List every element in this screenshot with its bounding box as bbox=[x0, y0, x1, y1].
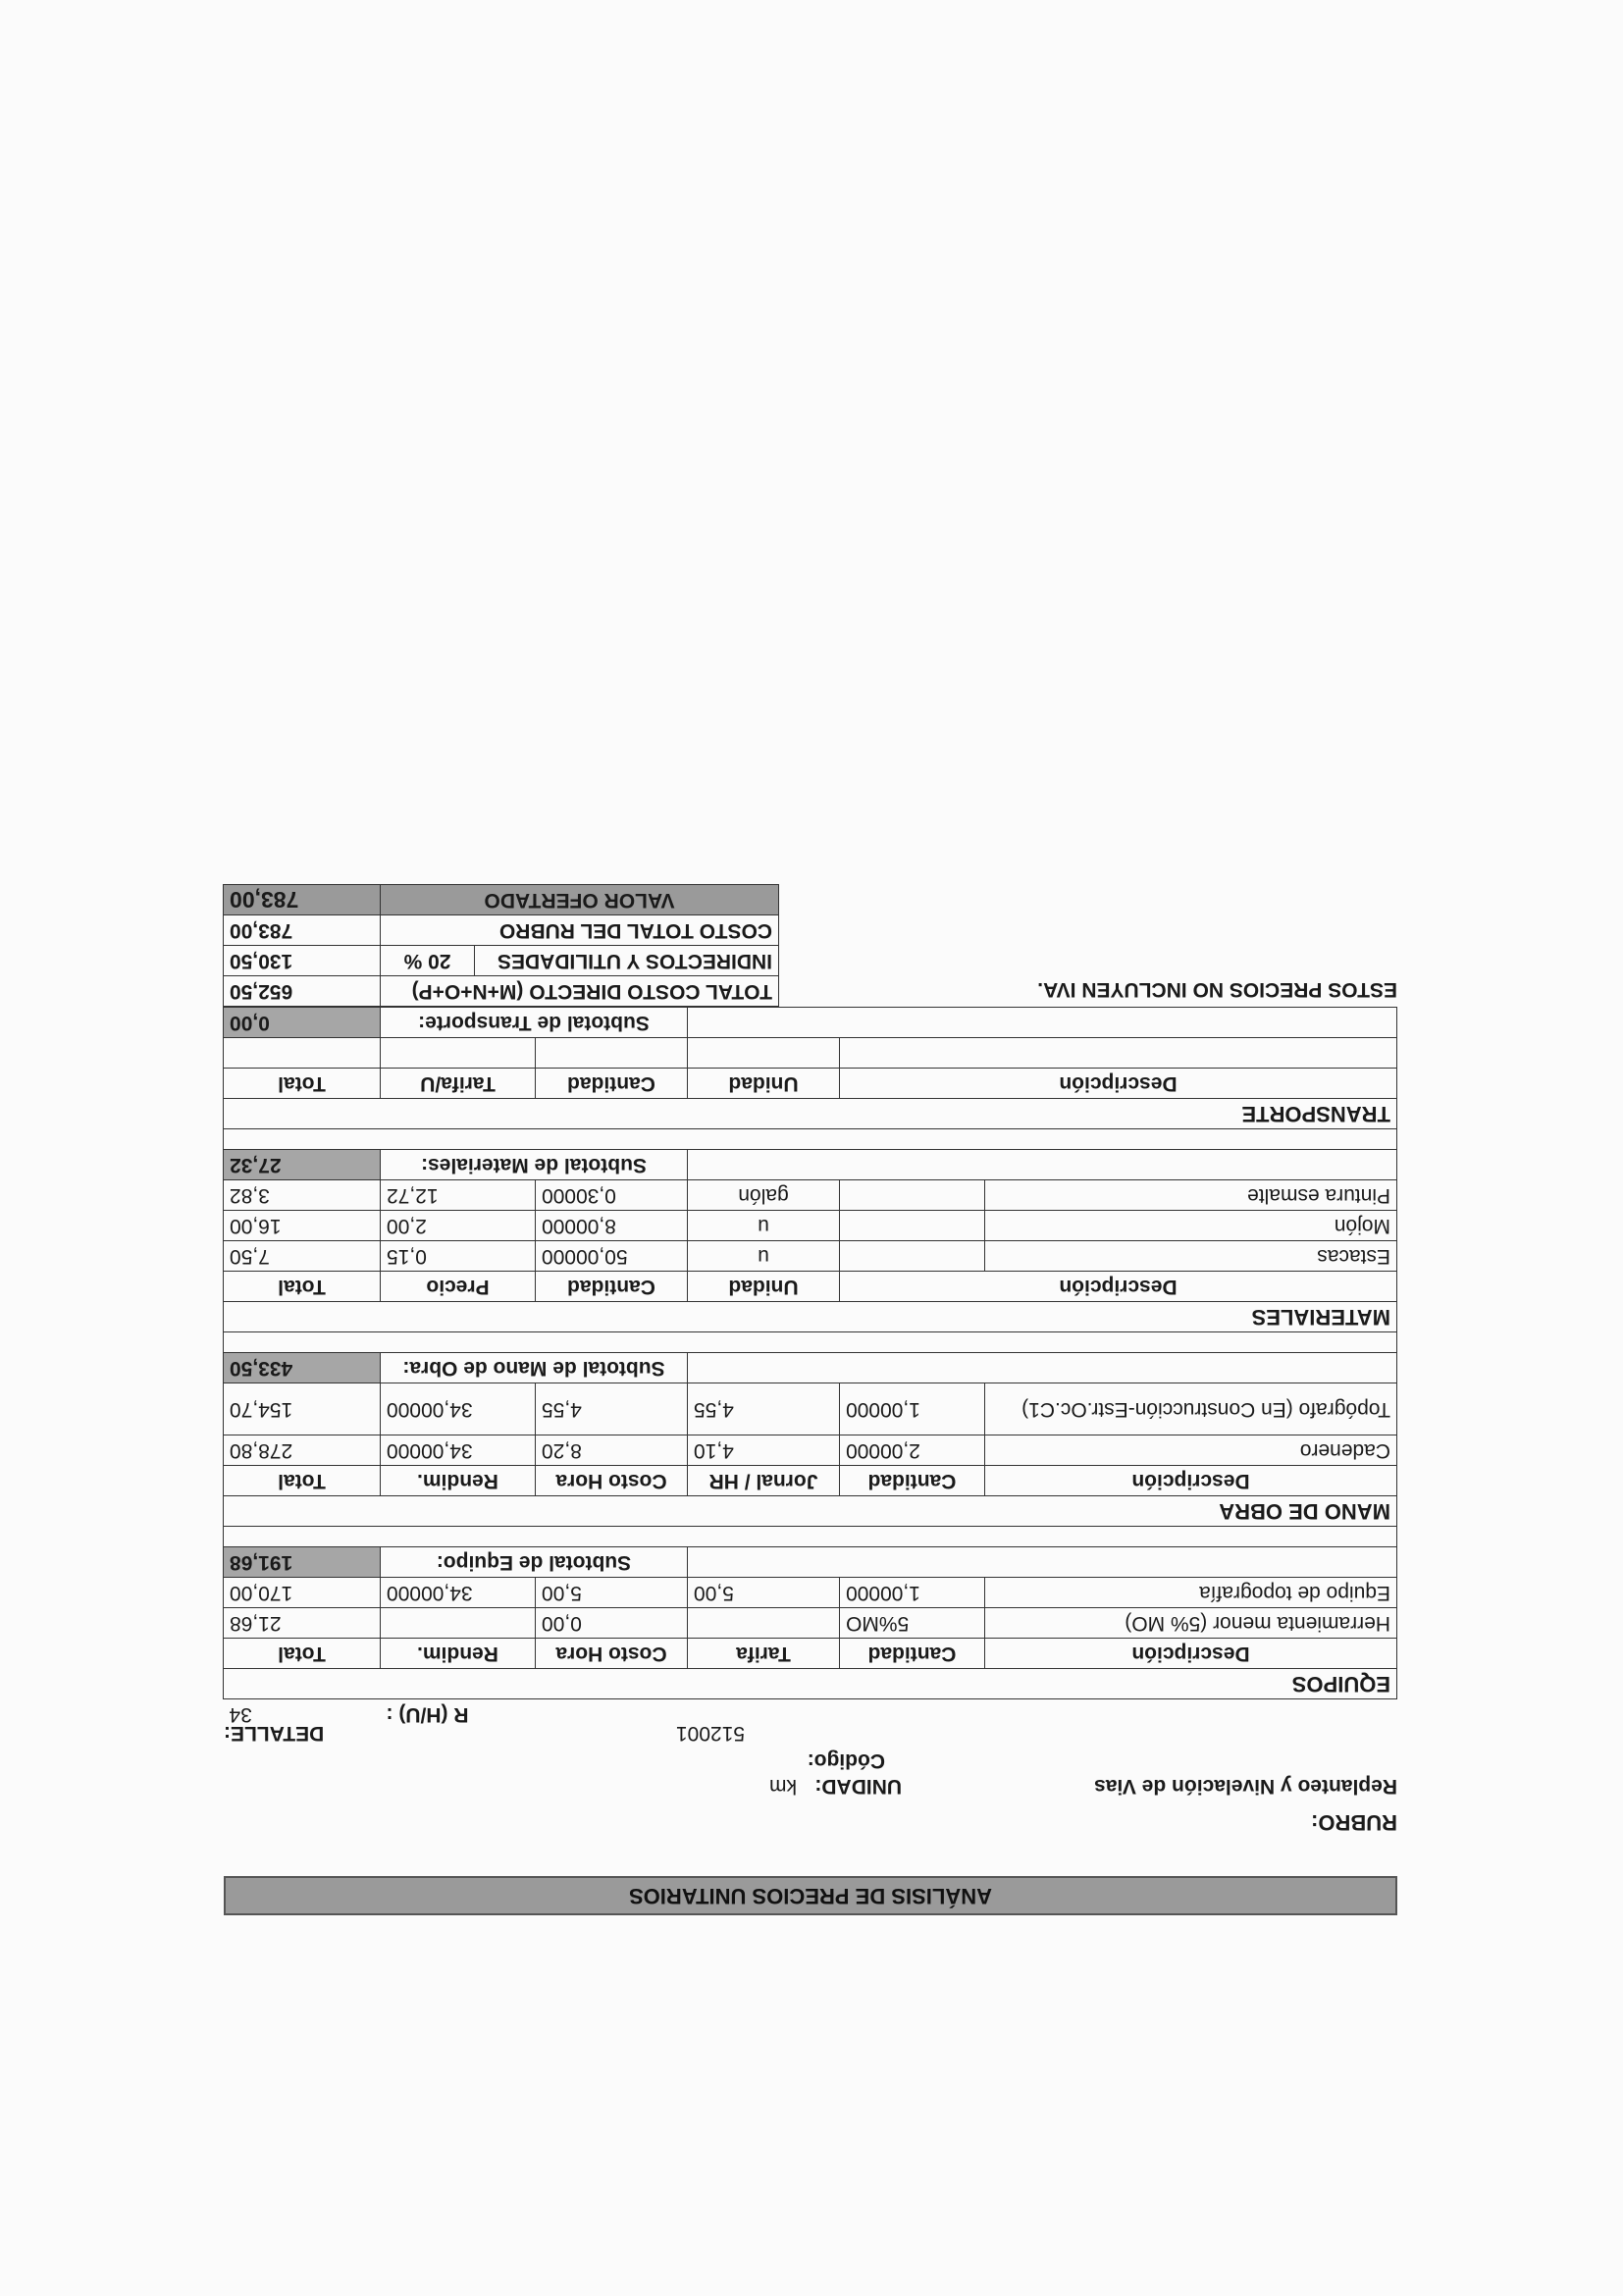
column-header: Unidad bbox=[688, 1272, 840, 1302]
column-header: Total bbox=[224, 1069, 381, 1099]
cell-description: Cadenero bbox=[985, 1435, 1397, 1466]
table-row bbox=[224, 1578, 1397, 1608]
column-header: Tarifa/U bbox=[381, 1069, 536, 1099]
iva-note: ESTOS PRECIOS NO INCLUYEN IVA. bbox=[1037, 978, 1397, 1001]
subtotal-materiales-label: Subtotal de Materiales: bbox=[381, 1150, 688, 1180]
subtotal-row bbox=[224, 1150, 1397, 1180]
unidad-value: km bbox=[769, 1775, 797, 1798]
cell-total: 170,00 bbox=[224, 1578, 381, 1608]
column-header: Costo Hora bbox=[536, 1639, 688, 1669]
subtotal-mano-obra-label: Subtotal de Mano de Obra: bbox=[381, 1353, 688, 1383]
table-row bbox=[224, 1180, 1397, 1211]
table-row bbox=[224, 1211, 1397, 1241]
cell-tarifa bbox=[688, 1608, 840, 1639]
equipos-title: EQUIPOS bbox=[224, 1669, 1397, 1699]
total-directo-row bbox=[223, 976, 778, 1007]
transporte-header-row bbox=[224, 1069, 1397, 1099]
cell-precio: 2,00 bbox=[381, 1211, 536, 1241]
subtotal-mano-obra-value: 433,50 bbox=[224, 1353, 381, 1383]
subtotal-transporte-label: Subtotal de Transporte: bbox=[381, 1008, 688, 1038]
column-header: Tarifa bbox=[688, 1639, 840, 1669]
cell-unidad: galón bbox=[688, 1180, 840, 1211]
cell-description: Mojón bbox=[985, 1211, 1397, 1241]
mano-obra-title: MANO DE OBRA bbox=[224, 1496, 1397, 1527]
column-header: Total bbox=[224, 1639, 381, 1669]
cell-cantidad: 8,00000 bbox=[536, 1211, 688, 1241]
cell-total: 3,82 bbox=[224, 1180, 381, 1211]
cell-total: 21,68 bbox=[224, 1608, 381, 1639]
cell-cantidad: 1,00000 bbox=[840, 1578, 985, 1608]
table-row bbox=[224, 1608, 1397, 1639]
cell-rendim: 34,00000 bbox=[381, 1383, 536, 1435]
cell-costo-hora: 8,20 bbox=[536, 1435, 688, 1466]
total-directo-value: 652,50 bbox=[223, 976, 380, 1007]
codigo-value: 512001 bbox=[675, 1722, 745, 1745]
rubro-value: Replanteo y Nivelación de Vias bbox=[1094, 1775, 1397, 1798]
section-transporte bbox=[224, 1099, 1397, 1129]
subtotal-row bbox=[224, 1353, 1397, 1383]
column-header: Unidad bbox=[688, 1069, 840, 1099]
cell-tarifa: 5,00 bbox=[688, 1578, 840, 1608]
column-header: Total bbox=[224, 1272, 381, 1302]
cell-costo-hora: 4,55 bbox=[536, 1383, 688, 1435]
cell-description: Herramienta menor (5% MO) bbox=[985, 1608, 1397, 1639]
costo-total-label: COSTO TOTAL DEL RUBRO bbox=[380, 915, 778, 946]
subtotal-row bbox=[224, 1008, 1397, 1038]
rubro-header bbox=[224, 1722, 1397, 1876]
cell-precio: 12,72 bbox=[381, 1180, 536, 1211]
detalle-label: DETALLE: bbox=[224, 1722, 325, 1745]
subtotal-equipo-value: 191,68 bbox=[224, 1547, 381, 1578]
total-directo-label: TOTAL COSTO DIRECTO (M+N+O+P) bbox=[380, 976, 778, 1007]
analysis-table bbox=[223, 1007, 1397, 1729]
indirectos-row bbox=[223, 946, 778, 976]
column-header: Descripción bbox=[840, 1272, 1397, 1302]
table-row bbox=[224, 1038, 1397, 1069]
cell-costo-hora: 0,00 bbox=[536, 1608, 688, 1639]
subtotal-equipo-label: Subtotal de Equipo: bbox=[381, 1547, 688, 1578]
cell-rendim bbox=[381, 1608, 536, 1639]
cell-description: Equipo de topografía bbox=[985, 1578, 1397, 1608]
column-header: Descripción bbox=[840, 1069, 1397, 1099]
cell-cantidad: 50,00000 bbox=[536, 1241, 688, 1272]
column-header: Costo Hora bbox=[536, 1466, 688, 1496]
column-header: Descripción bbox=[985, 1639, 1397, 1669]
cell-costo-hora: 5,00 bbox=[536, 1578, 688, 1608]
cell-total: 154,70 bbox=[224, 1383, 381, 1435]
cell-cantidad: 1,00000 bbox=[840, 1383, 985, 1435]
document-title: ANÁLISIS DE PRECIOS UNITARIOS bbox=[224, 1876, 1397, 1915]
section-equipos bbox=[224, 1669, 1397, 1699]
subtotal-materiales-value: 27,32 bbox=[224, 1150, 381, 1180]
indirectos-pct: 20 % bbox=[380, 946, 474, 976]
equipos-header-row bbox=[224, 1639, 1397, 1669]
table-row bbox=[224, 1241, 1397, 1272]
cell-total: 7,50 bbox=[224, 1241, 381, 1272]
indirectos-value: 130,50 bbox=[223, 946, 380, 976]
rubro-label: RUBRO: bbox=[1311, 1810, 1397, 1835]
subtotal-transporte-value: 0,00 bbox=[224, 1008, 381, 1038]
cell-description: Pintura esmalte bbox=[985, 1180, 1397, 1211]
rendimiento-value: 34 bbox=[229, 1703, 252, 1726]
summary-table bbox=[223, 884, 779, 1007]
section-mano-de-obra bbox=[224, 1496, 1397, 1527]
valor-ofertado-value: 783,00 bbox=[223, 885, 380, 915]
cell-cantidad: 0,30000 bbox=[536, 1180, 688, 1211]
cell-total: 16,00 bbox=[224, 1211, 381, 1241]
costo-total-row bbox=[223, 915, 778, 946]
cell-rendim: 34,00000 bbox=[381, 1578, 536, 1608]
cell-total: 278,80 bbox=[224, 1435, 381, 1466]
materiales-title: MATERIALES bbox=[224, 1302, 1397, 1332]
column-header: Rendim. bbox=[381, 1466, 536, 1496]
column-header: Precio bbox=[381, 1272, 536, 1302]
unidad-label: UNIDAD: bbox=[814, 1775, 902, 1798]
indirectos-label: INDIRECTOS Y UTILIDADES bbox=[475, 946, 779, 976]
rendimiento-label: R (H/U) : bbox=[386, 1703, 469, 1726]
column-header: Cantidad bbox=[840, 1639, 985, 1669]
mano-obra-header-row bbox=[224, 1466, 1397, 1496]
cell-rendim: 34,00000 bbox=[381, 1435, 536, 1466]
cell-unidad: u bbox=[688, 1241, 840, 1272]
materiales-header-row bbox=[224, 1272, 1397, 1302]
unit-price-analysis bbox=[224, 887, 1397, 1915]
column-header: Rendim. bbox=[381, 1639, 536, 1669]
costo-total-value: 783,00 bbox=[223, 915, 380, 946]
cell-precio: 0,15 bbox=[381, 1241, 536, 1272]
column-header: Cantidad bbox=[536, 1272, 688, 1302]
cell-description: Estacas bbox=[985, 1241, 1397, 1272]
cell-cantidad: 5%MO bbox=[840, 1608, 985, 1639]
table-row bbox=[224, 1435, 1397, 1466]
subtotal-row bbox=[224, 1547, 1397, 1578]
transporte-title: TRANSPORTE bbox=[224, 1099, 1397, 1129]
cell-jornal: 4,10 bbox=[688, 1435, 840, 1466]
cell-jornal: 4,55 bbox=[688, 1383, 840, 1435]
valor-ofertado-label: VALOR OFERTADO bbox=[380, 885, 778, 915]
cell-description: Topógrafo (En Construcción-Estr.Oc.C1) bbox=[985, 1383, 1397, 1435]
column-header: Descripción bbox=[985, 1466, 1397, 1496]
section-materiales bbox=[224, 1302, 1397, 1332]
cell-unidad: u bbox=[688, 1211, 840, 1241]
codigo-label: Código: bbox=[807, 1749, 885, 1772]
cell-cantidad: 2,00000 bbox=[840, 1435, 985, 1466]
valor-ofertado-row bbox=[223, 885, 778, 915]
table-row bbox=[224, 1383, 1397, 1435]
column-header: Jornal / HR bbox=[688, 1466, 840, 1496]
column-header: Cantidad bbox=[536, 1069, 688, 1099]
column-header: Cantidad bbox=[840, 1466, 985, 1496]
column-header: Total bbox=[224, 1466, 381, 1496]
